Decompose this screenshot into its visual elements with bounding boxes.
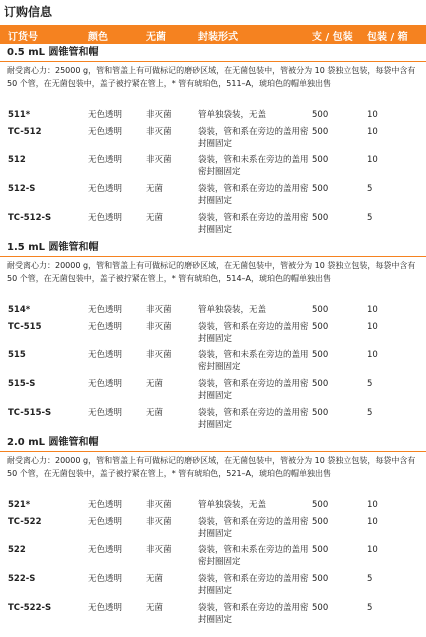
section-divider: [0, 61, 426, 62]
page-title: 订购信息: [4, 5, 53, 19]
cell-sterile: 无菌: [146, 184, 164, 194]
cell-packaging: 袋装，管和系在旁边的盖用密封圈固定: [198, 213, 309, 235]
cell-catalog: 512: [8, 155, 26, 165]
col-per-case: 支 / 包装: [312, 32, 353, 43]
cell-color: 无色透明: [88, 500, 123, 510]
cell-catalog: 515-S: [8, 379, 36, 389]
cell-packaging: 袋装，管和系在旁边的盖用密封圈固定: [198, 574, 309, 596]
cell-packs: 5: [367, 379, 373, 389]
cell-sterile: 非灭菌: [146, 545, 172, 555]
section-divider: [0, 256, 426, 257]
col-packaging: 封装形式: [198, 32, 238, 43]
section-description: 耐受离心力：25000 g，管和管盖上有可做标记的磨砂区域，在无菌包装中，管被分为 10 袋独立包装，每袋中含有 50 个管，在无菌包装中，盖子被拧紧在管上，* 管有琥珀色，511–A，琥珀色的帽单独出售: [7, 66, 416, 88]
cell-catalog: TC-522-S: [8, 603, 52, 613]
cell-qty: 500: [312, 213, 329, 223]
cell-color: 无色透明: [88, 213, 123, 223]
cell-catalog: 521*: [8, 500, 31, 510]
cell-qty: 500: [312, 110, 329, 120]
cell-packs: 10: [367, 127, 378, 137]
cell-packaging: 袋装，管和系在旁边的盖用密封圈固定: [198, 517, 309, 539]
cell-packs: 5: [367, 408, 373, 418]
cell-sterile: 无菌: [146, 408, 164, 418]
cell-packs: 10: [367, 322, 378, 332]
cell-qty: 500: [312, 155, 329, 165]
cell-packs: 10: [367, 155, 378, 165]
cell-catalog: TC-512: [8, 127, 42, 137]
section-description: 耐受离心力：20000 g，管和管盖上有可做标记的磨砂区域，在无菌包装中，管被分为 10 袋独立包装，每袋中含有 50 个管，在无菌包装中，盖子被拧紧在管上，* 管有琥珀色，521–A，琥珀色的帽单独出售: [7, 456, 416, 478]
cell-packaging: 管单独袋装，无盖: [198, 500, 267, 510]
cell-color: 无色透明: [88, 322, 123, 332]
cell-sterile: 非灭菌: [146, 155, 172, 165]
cell-color: 无色透明: [88, 574, 123, 584]
cell-qty: 500: [312, 184, 329, 194]
cell-sterile: 无菌: [146, 213, 164, 223]
cell-color: 无色透明: [88, 155, 123, 165]
cell-catalog: TC-522: [8, 517, 42, 527]
cell-packaging: 袋装，管和系在旁边的盖用密封圈固定: [198, 379, 309, 401]
cell-sterile: 非灭菌: [146, 322, 172, 332]
cell-catalog: 514*: [8, 305, 31, 315]
cell-sterile: 非灭菌: [146, 127, 172, 137]
cell-packaging: 管单独袋装，无盖: [198, 110, 267, 120]
cell-color: 无色透明: [88, 305, 123, 315]
cell-packaging: 袋装，管和未系在旁边的盖用密封圈固定: [198, 155, 309, 177]
col-packs-per-case: 包装 / 箱: [367, 32, 408, 43]
section-title: 0.5 mL 圆锥管和帽: [7, 47, 99, 58]
cell-sterile: 非灭菌: [146, 110, 172, 120]
cell-qty: 500: [312, 500, 329, 510]
cell-color: 无色透明: [88, 517, 123, 527]
col-color: 颜色: [88, 32, 108, 43]
col-sterile: 无菌: [146, 32, 166, 43]
cell-sterile: 无菌: [146, 379, 164, 389]
cell-catalog: TC-512-S: [8, 213, 52, 223]
cell-qty: 500: [312, 350, 329, 360]
cell-catalog: 522-S: [8, 574, 36, 584]
cell-packs: 10: [367, 305, 378, 315]
cell-packs: 5: [367, 184, 373, 194]
cell-qty: 500: [312, 379, 329, 389]
cell-color: 无色透明: [88, 127, 123, 137]
cell-qty: 500: [312, 408, 329, 418]
cell-catalog: 515: [8, 350, 26, 360]
cell-color: 无色透明: [88, 350, 123, 360]
section-title: 2.0 mL 圆锥管和帽: [7, 437, 99, 448]
cell-color: 无色透明: [88, 603, 123, 613]
cell-packs: 5: [367, 574, 373, 584]
cell-packaging: 袋装，管和系在旁边的盖用密封圈固定: [198, 127, 309, 149]
cell-catalog: 512-S: [8, 184, 36, 194]
cell-packs: 10: [367, 500, 378, 510]
cell-sterile: 非灭菌: [146, 517, 172, 527]
cell-qty: 500: [312, 574, 329, 584]
cell-packs: 10: [367, 517, 378, 527]
section-title: 1.5 mL 圆锥管和帽: [7, 242, 99, 253]
cell-catalog: TC-515-S: [8, 408, 52, 418]
cell-packaging: 袋装，管和系在旁边的盖用密封圈固定: [198, 322, 309, 344]
cell-catalog: 511*: [8, 110, 31, 120]
cell-color: 无色透明: [88, 184, 123, 194]
cell-catalog: 522: [8, 545, 26, 555]
cell-sterile: 无菌: [146, 574, 164, 584]
cell-qty: 500: [312, 603, 329, 613]
cell-packs: 5: [367, 603, 373, 613]
cell-packaging: 袋装，管和未系在旁边的盖用密封圈固定: [198, 545, 309, 567]
cell-packs: 5: [367, 213, 373, 223]
cell-qty: 500: [312, 305, 329, 315]
cell-packaging: 袋装，管和未系在旁边的盖用密封圈固定: [198, 350, 309, 372]
col-catalog: 订货号: [8, 32, 38, 43]
cell-color: 无色透明: [88, 110, 123, 120]
table-header: [0, 25, 426, 44]
cell-packs: 10: [367, 350, 378, 360]
cell-qty: 500: [312, 322, 329, 332]
cell-sterile: 非灭菌: [146, 350, 172, 360]
cell-packaging: 管单独袋装，无盖: [198, 305, 267, 315]
cell-packaging: 袋装，管和系在旁边的盖用密封圈固定: [198, 408, 309, 430]
cell-qty: 500: [312, 545, 329, 555]
cell-packaging: 袋装，管和系在旁边的盖用密封圈固定: [198, 603, 309, 625]
section-description: 耐受离心力：20000 g，管和管盖上有可做标记的磨砂区域，在无菌包装中，管被分为 10 袋独立包装，每袋中含有 50 个管，在无菌包装中，盖子被拧紧在管上，* 管有琥珀色，514–A，琥珀色的帽单独出售: [7, 261, 416, 283]
cell-catalog: TC-515: [8, 322, 42, 332]
cell-sterile: 非灭菌: [146, 500, 172, 510]
section-divider: [0, 451, 426, 452]
cell-packs: 10: [367, 110, 378, 120]
cell-color: 无色透明: [88, 408, 123, 418]
cell-qty: 500: [312, 517, 329, 527]
cell-packs: 10: [367, 545, 378, 555]
cell-packaging: 袋装，管和系在旁边的盖用密封圈固定: [198, 184, 309, 206]
cell-color: 无色透明: [88, 379, 123, 389]
cell-color: 无色透明: [88, 545, 123, 555]
cell-sterile: 非灭菌: [146, 305, 172, 315]
cell-qty: 500: [312, 127, 329, 137]
cell-sterile: 无菌: [146, 603, 164, 613]
